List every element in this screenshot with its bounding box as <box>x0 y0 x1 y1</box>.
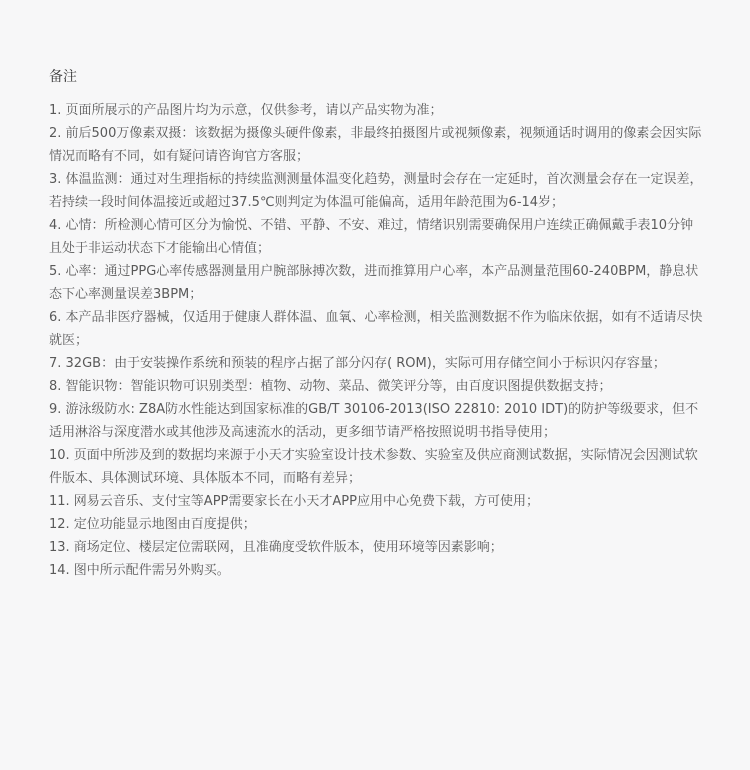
note-item-10: 10. 页面中所涉及到的数据均来源于小天才实验室设计技术参数、实验室及供应商测试数据，实际情况会因测试软件版本、具体测试环境、具体版本不同，而略有差异； <box>49 448 698 486</box>
notes-list <box>49 99 704 582</box>
note-item-4: 4. 心情：所检测心情可区分为愉悦、不错、平静、不安、难过，情绪识别需要确保用户连续正确佩戴手表10分钟且处于非运动状态下才能输出心情值； <box>49 218 694 256</box>
note-item-5: 5. 心率：通过PPG心率传感器测量用户腕部脉搏次数，进而推算用户心率，本产品测量范围60-240BPM，静息状态下心率测量误差3BPM； <box>49 264 699 302</box>
note-item-2: 2. 前后500万像素双摄：该数据为摄像头硬件像素，非最终拍摄图片或视频像素，视频通话时调用的像素会因实际情况而略有不同，如有疑问请咨询官方客服； <box>49 126 702 164</box>
note-item-3: 3. 体温监测：通过对生理指标的持续监测测量体温变化趋势，测量时会存在一定延时，首次测量会存在一定误差，若持续一段时间体温接近或超过37.5℃则判定为体温可能偏高，适用年龄范围为6-14岁； <box>49 172 703 210</box>
notes-section <box>49 67 704 582</box>
note-item-14: 14. 图中所示配件需另外购买。 <box>49 563 230 578</box>
note-item-6: 6. 本产品非医疗器械，仅适用于健康人群体温、血氧、心率检测，相关监测数据不作为临床依据，如有不适请尽快就医； <box>49 310 703 348</box>
note-item-13: 13. 商场定位、楼层定位需联网，且准确度受软件版本，使用环境等因素影响； <box>49 540 503 555</box>
note-item-12: 12. 定位功能显示地图由百度提供； <box>49 517 256 532</box>
notes-title: 备注 <box>49 69 77 85</box>
note-item-8: 8. 智能识物：智能识物可识别类型：植物、动物、菜品、微笑评分等，由百度识图提供数据支持； <box>49 379 612 394</box>
note-item-7: 7. 32GB：由于安装操作系统和预装的程序占据了部分闪存( ROM)，实际可用存储空间小于标识闪存容量； <box>49 356 666 371</box>
note-item-11: 11. 网易云音乐、支付宝等APP需要家长在小天才APP应用中心免费下载，方可使用； <box>49 494 539 509</box>
note-item-9: 9. 游泳级防水: Z8A防水性能达到国家标准的GB/T 30106-2013(ISO 22810: 2010 IDT)的防护等级要求，但不适用淋浴与深度潜水或其他涉及高速流水的活动，更多细节请严格按照说明书指导使用； <box>49 402 699 440</box>
note-item-1: 1. 页面所展示的产品图片均为示意，仅供参考，请以产品实物为准； <box>49 103 443 118</box>
